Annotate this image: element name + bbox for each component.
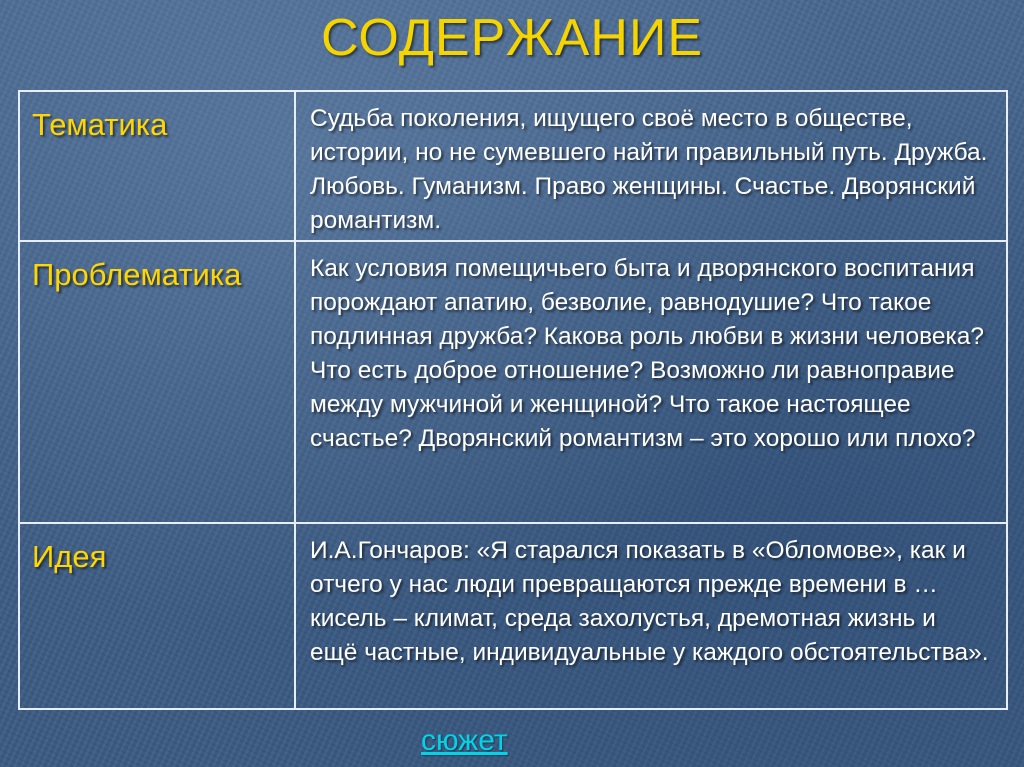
description-text: И.А.Гончаров: «Я старался показать в «Обломове», как и отчего у нас люди превращаются прежде времени в … кисель – климат, среда захолустья, дремотная жизнь и ещё частные, индивидуальные у каждого обстоятельства». [310,537,989,666]
term-cell [19,241,295,523]
table-row [19,241,1007,523]
term-cell [19,91,295,241]
plot-link[interactable]: сюжет [421,724,508,757]
slide-title: СОДЕРЖАНИЕ [320,9,704,67]
table-row [19,91,1007,241]
content-table [18,90,1008,710]
description-cell [295,241,1007,523]
description-text: Как условия помещичьего быта и дворянского воспитания порождают апатию, безволие, равнодушие? Что такое подлинная дружба? Какова роль любви в жизни человека? Что есть доброе отношение? Возможно ли равноправие между мужчиной и женщиной? Что такое настоящее счастье? Дворянский романтизм – это хорошо или плохо? [310,255,985,452]
term-label: Тематика [32,107,168,142]
term-label: Идея [32,539,107,574]
term-label: Проблематика [32,257,242,292]
table-row [19,523,1007,709]
description-text: Судьба поколения, ищущего своё место в обществе, истории, но не сумевшего найти правильный путь. Дружба. Любовь. Гуманизм. Право женщины. Счастье. Дворянский романтизм. [310,105,988,234]
term-cell [19,523,295,709]
description-cell [295,523,1007,709]
description-cell [295,91,1007,241]
